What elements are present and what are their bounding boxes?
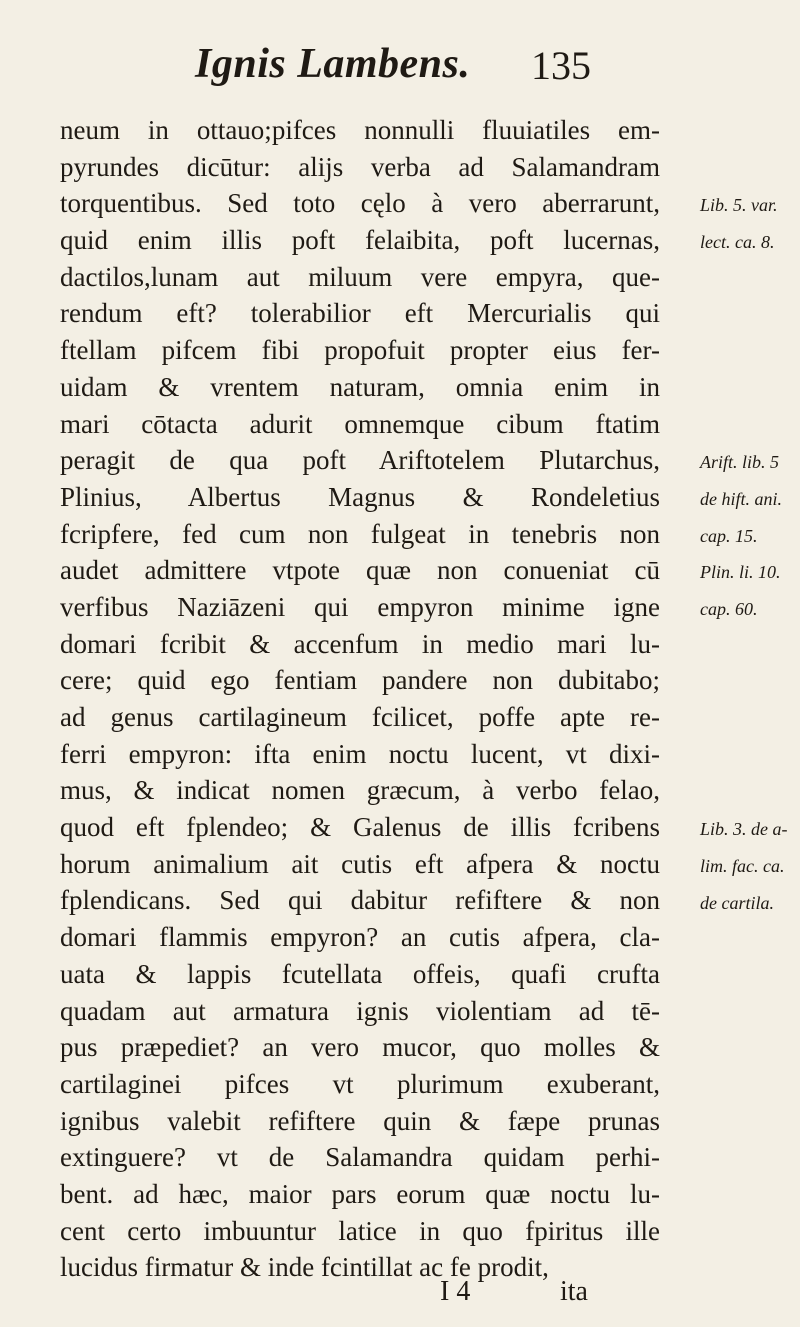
margin-note: Lib. 5. var. (700, 195, 778, 216)
text-line: ad genus cartilagineum fcilicet, poffe apte re- (60, 702, 660, 732)
text-line: uidam & vrentem naturam, omnia enim in (60, 371, 660, 402)
text-line: torquentibus. Sed toto cęlo à vero aberrarunt, (60, 188, 660, 219)
text-line: rendum eft? tolerabilior eft Mercurialis qui (60, 298, 660, 329)
margin-note: lim. fac. ca. (700, 856, 785, 876)
running-title: Ignis Lambens. (195, 41, 471, 87)
main-text-block (60, 112, 660, 1286)
page-header (195, 40, 595, 96)
text-line: fplendicans. Sed qui dabitur refiftere & non (60, 885, 660, 916)
text-line: verfibus Naziāzeni qui empyron minime igne (60, 591, 660, 622)
text-line: domari flammis empyron? an cutis afpera, cla- (60, 922, 660, 953)
text-line: cere; quid ego fentiam pandere non dubitabo; (60, 665, 660, 696)
text-line: ferri empyron: ifta enim noctu lucent, vt dixi- (60, 738, 660, 769)
margin-note: lect. ca. 8. (700, 232, 775, 253)
page-footer (440, 1276, 660, 1316)
page-number: 135 (531, 43, 591, 88)
catchword: ita (560, 1276, 588, 1307)
text-line: domari fcribit & accenfum in medio mari lu- (60, 628, 660, 659)
text-line: mari cōtacta adurit omnemque cibum ftatim (60, 408, 660, 439)
text-line: ftellam pifcem fibi propofuit propter eius fer- (60, 335, 660, 366)
text-line: audet admittere vtpote quæ non conueniat cū (60, 555, 660, 586)
text-line: quid enim illis poft felaibita, poft lucernas, (60, 225, 660, 256)
text-line: horum animalium ait cutis eft afpera & noctu (60, 848, 660, 879)
margin-note: de hift. ani. (700, 489, 782, 509)
text-line: pus præpediet? an vero mucor, quo molles & (60, 1032, 660, 1063)
text-line: ignibus valebit refiftere quin & fæpe prunas (60, 1105, 660, 1136)
margin-note: Arift. lib. 5 (700, 452, 780, 473)
margin-note: Lib. 3. de a- (700, 819, 788, 840)
text-line: extinguere? vt de Salamandra quidam perhi- (60, 1142, 660, 1173)
text-line: cartilaginei pifces vt plurimum exuberant, (60, 1068, 660, 1099)
text-line: neum in ottauo;pifces nonnulli fluuiatiles em- (60, 115, 660, 145)
margin-note: de cartila. (700, 892, 774, 913)
text-line: uata & lappis fcutellata offeis, quafi crufta (60, 958, 660, 989)
text-line: pyrundes dicūtur: alijs verba ad Salamandram (60, 151, 660, 182)
signature-mark: I 4 (440, 1276, 471, 1307)
text-line: quod eft fplendeo; & Galenus de illis fcribens (60, 812, 660, 843)
margin-note: cap. 60. (700, 599, 758, 620)
text-line: cent certo imbuuntur latice in quo fpiritus ille (60, 1215, 660, 1246)
text-line: peragit de qua poft Ariftotelem Plutarchus, (60, 445, 660, 476)
text-line: Plinius, Albertus Magnus & Rondeletius (60, 481, 660, 512)
text-line: bent. ad hæc, maior pars eorum quæ noctu lu- (60, 1178, 660, 1209)
text-line: lucidus firmatur & inde fcintillat ac fe prodit, (60, 1252, 549, 1283)
text-line: dactilos,lunam aut miluum vere empyra, que- (60, 261, 660, 292)
margin-note: Plin. li. 10. (700, 562, 781, 583)
text-line: fcripfere, fed cum non fulgeat in tenebris non (60, 518, 660, 549)
text-line: mus, & indicat nomen græcum, à verbo felao, (60, 775, 660, 806)
margin-note: cap. 15. (700, 525, 758, 546)
text-line: quadam aut armatura ignis violentiam ad tē- (60, 995, 660, 1026)
